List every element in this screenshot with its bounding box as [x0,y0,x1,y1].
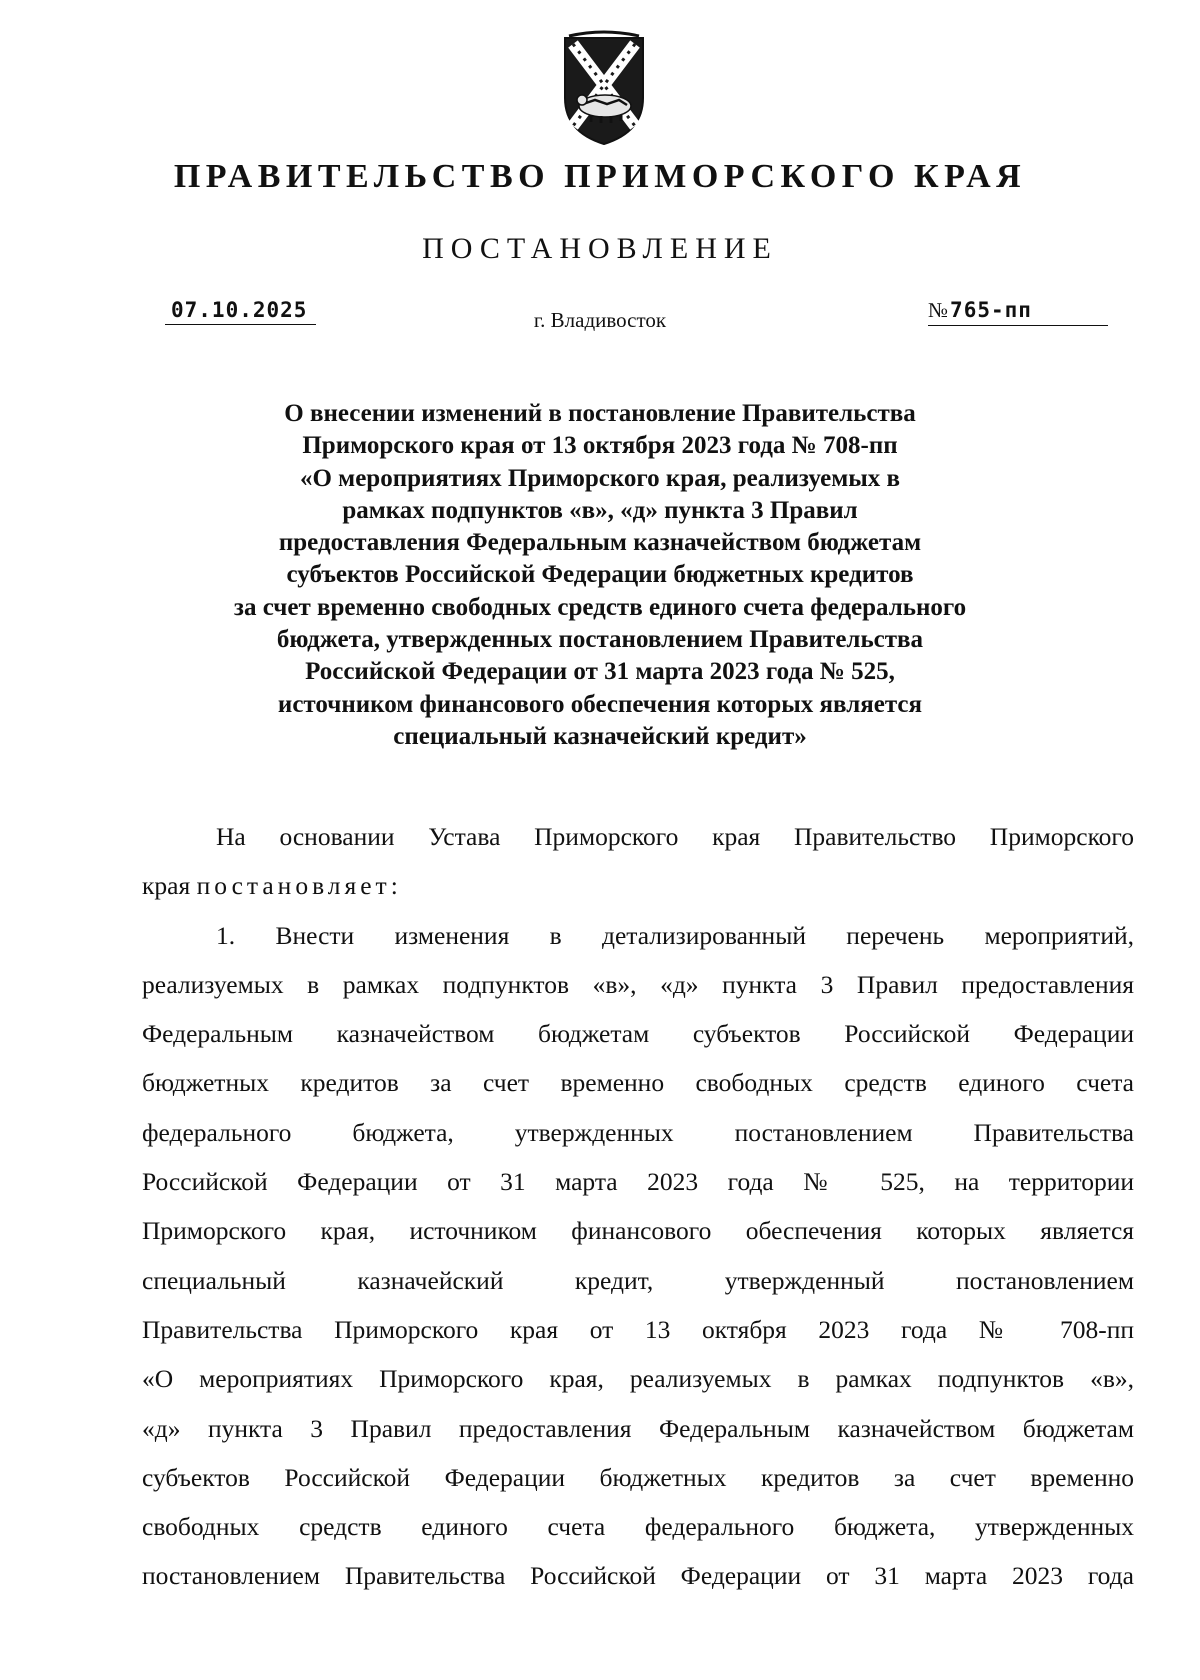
subject-line: Российской Федерации от 31 марта 2023 года № 525, [305,658,895,686]
subject-line: «О мероприятиях Приморского края, реализуемых в [299,464,901,492]
item-1-line: бюджетных кредитов за счет временно свободных средств единого счета [142,1068,1134,1098]
item-1-line: специальный казначейский кредит, утвержденный постановлением [142,1265,1134,1295]
document-subject [150,398,1050,753]
document-number [928,298,1108,326]
item-1-line: свободных средств единого счета федерального бюджета, утвержденных [142,1512,1134,1542]
document-type: ПОСТАНОВЛЕНИЕ [422,232,778,265]
item-1-line: реализуемых в рамках подпунктов «в», «д» пункта 3 Правил предоставления [142,969,1134,999]
government-title: ПРАВИТЕЛЬСТВО ПРИМОРСКОГО КРАЯ [173,158,1027,195]
subject-line: источником финансового обеспечения которых является [277,690,923,718]
subject-line: О внесении изменений в постановление Правительства [284,400,916,427]
item-1-line: постановлением Правительства Российской Федерации от 31 марта 2023 года [142,1561,1134,1591]
subject-line: специальный казначейский кредит» [393,722,807,750]
item-1-line: Правительства Приморского края от 13 октября 2023 года № 708-пп [142,1314,1134,1344]
subject-line: субъектов Российской Федерации бюджетных кредитов [286,561,914,589]
subject-line: бюджета, утвержденных постановлением Правительства [276,626,924,654]
number-sign: № [928,298,949,322]
document-city: г. Владивосток [533,308,667,332]
subject-line: за счет временно свободных средств единого счета федерального [233,593,967,621]
subject-line: Приморского края от 13 октября 2023 года № 708-пп [302,432,898,460]
item-1-line: Российской Федерации от 31 марта 2023 года № 525, на территории [142,1167,1134,1197]
item-1-line: 1. Внести изменения в детализированный перечень мероприятий, [216,920,1134,950]
document-body [142,812,1134,1601]
subject-line: рамках подпунктов «в», «д» пункта 3 Правил [342,496,858,524]
item-1-line: Федеральным казначейством бюджетам субъектов Российской Федерации [142,1019,1134,1049]
item-1-line: федерального бюджета, утвержденных постановлением Правительства [142,1117,1134,1147]
document-date: 07.10.2025 [165,298,316,325]
preamble-line: На основании Устава Приморского края Правительство Приморского [216,822,1134,851]
number-value: 765-пп [950,298,1032,322]
item-1-line: «д» пункта 3 Правил предоставления Федеральным казначейством бюджетам [142,1413,1134,1443]
item-1-line: субъектов Российской Федерации бюджетных кредитов за счет временно [142,1462,1134,1492]
resolves-word: постановляет: [196,871,402,901]
preamble-line [142,861,1134,910]
preamble-text: края [142,871,197,901]
subject-line: предоставления Федеральным казначейством бюджетам [278,529,922,557]
item-1-line: «О мероприятиях Приморского края, реализуемых в рамках подпунктов «в», [142,1364,1134,1394]
primorsky-krai-coat-of-arms-icon [555,30,653,148]
item-1-line: Приморского края, источником финансового обеспечения которых является [142,1216,1134,1246]
